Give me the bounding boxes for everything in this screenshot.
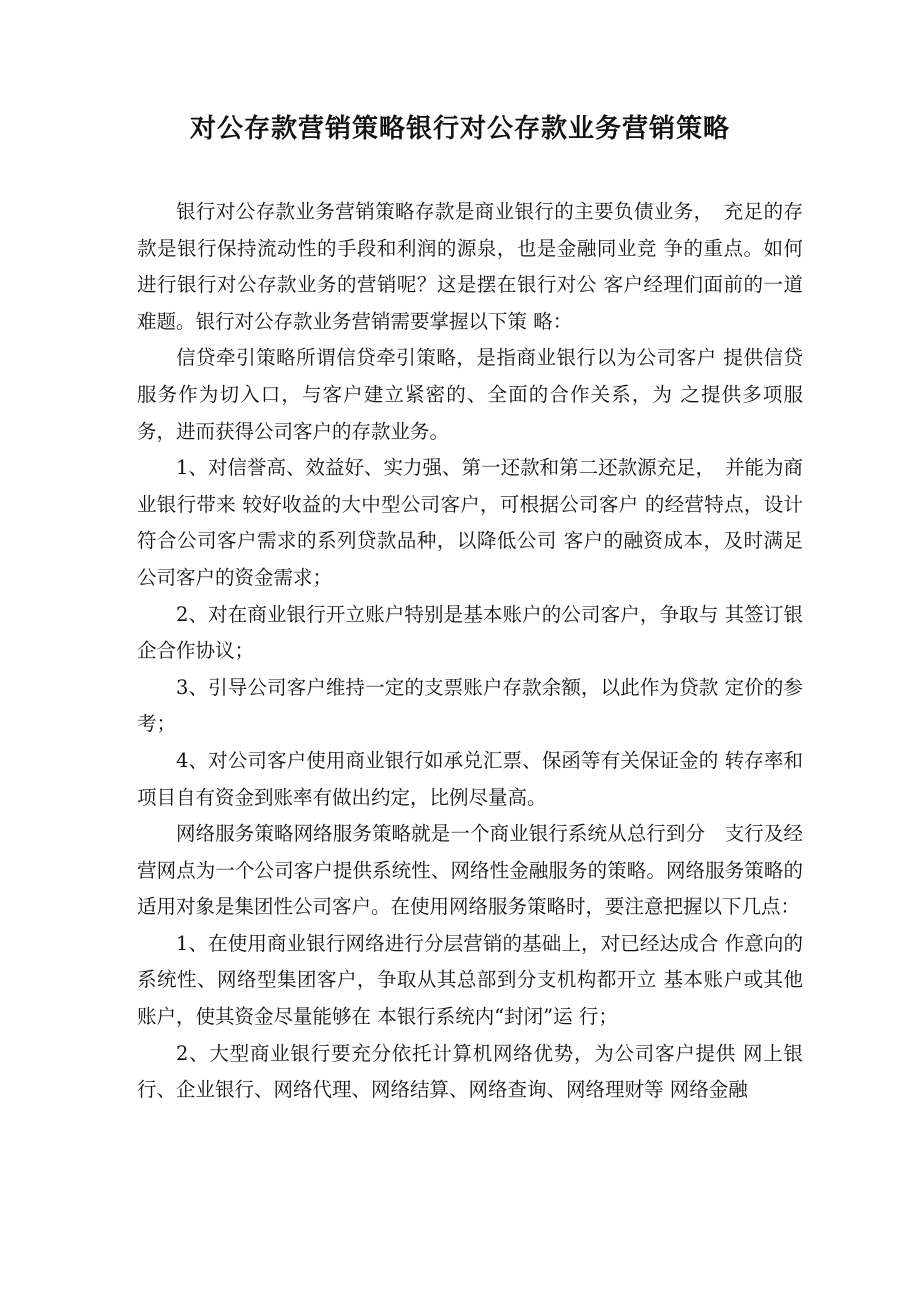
document-title: 对公存款营销策略银行对公存款业务营销策略 <box>189 114 730 144</box>
document-body <box>137 194 803 1109</box>
paragraph-network-point-2: 2、大型商业银行要充分依托计算机网络优势，为公司客户提供 网上银行、企业银行、网络代理、网络结算、网络查询、网络理财等 网络金融 <box>137 1041 803 1102</box>
paragraph-credit-point-4: 4、对公司客户使用商业银行如承兑汇票、保函等有关保证金的 转存率和项目自有资金到账率有做出约定，比例尽量高。 <box>137 748 803 809</box>
paragraph-credit-point-3: 3、引导公司客户维持一定的支票账户存款余额，以此作为贷款 定价的参考； <box>137 675 803 736</box>
paragraph-credit-point-1: 1、对信誉高、效益好、实力强、第一还款和第二还款源充足， 并能为商业银行带来 较好收益的大中型公司客户，可根据公司客户 的经营特点，设计符合公司客户需求的系列贷款品种，以降低公司 客户的融资成本，及时满足公司客户的资金需求； <box>137 456 803 589</box>
paragraph-intro: 银行对公存款业务营销策略存款是商业银行的主要负债业务， 充足的存款是银行保持流动性的手段和利润的源泉，也是金融同业竞 争的重点。如何进行银行对公存款业务的营销呢？这是摆在银行对公 客户经理们面前的一道难题。银行对公存款业务营销需要掌握以下策 略： <box>137 200 803 333</box>
paragraph-network-strategy: 网络服务策略网络服务策略就是一个商业银行系统从总行到分 支行及经营网点为一个公司客户提供系统性、网络性金融服务的策略。网络服务策略的适用对象是集团性公司客户。在使用网络服务策略时，要注意把握以下几点： <box>137 822 803 919</box>
paragraph-credit-point-2: 2、对在商业银行开立账户特别是基本账户的公司客户，争取与 其签订银企合作协议； <box>137 602 803 663</box>
paragraph-network-point-1: 1、在使用商业银行网络进行分层营销的基础上，对已经达成合 作意向的系统性、网络型集团客户，争取从其总部到分支机构都开立 基本账户或其他账户，使其资金尽量能够在 本银行系统内“封闭”运 行； <box>137 931 803 1029</box>
paragraph-credit-strategy: 信贷牵引策略所谓信贷牵引策略，是指商业银行以为公司客户 提供信贷服务作为切入口，与客户建立紧密的、全面的合作关系，为 之提供多项服务，进而获得公司客户的存款业务。 <box>137 346 803 443</box>
